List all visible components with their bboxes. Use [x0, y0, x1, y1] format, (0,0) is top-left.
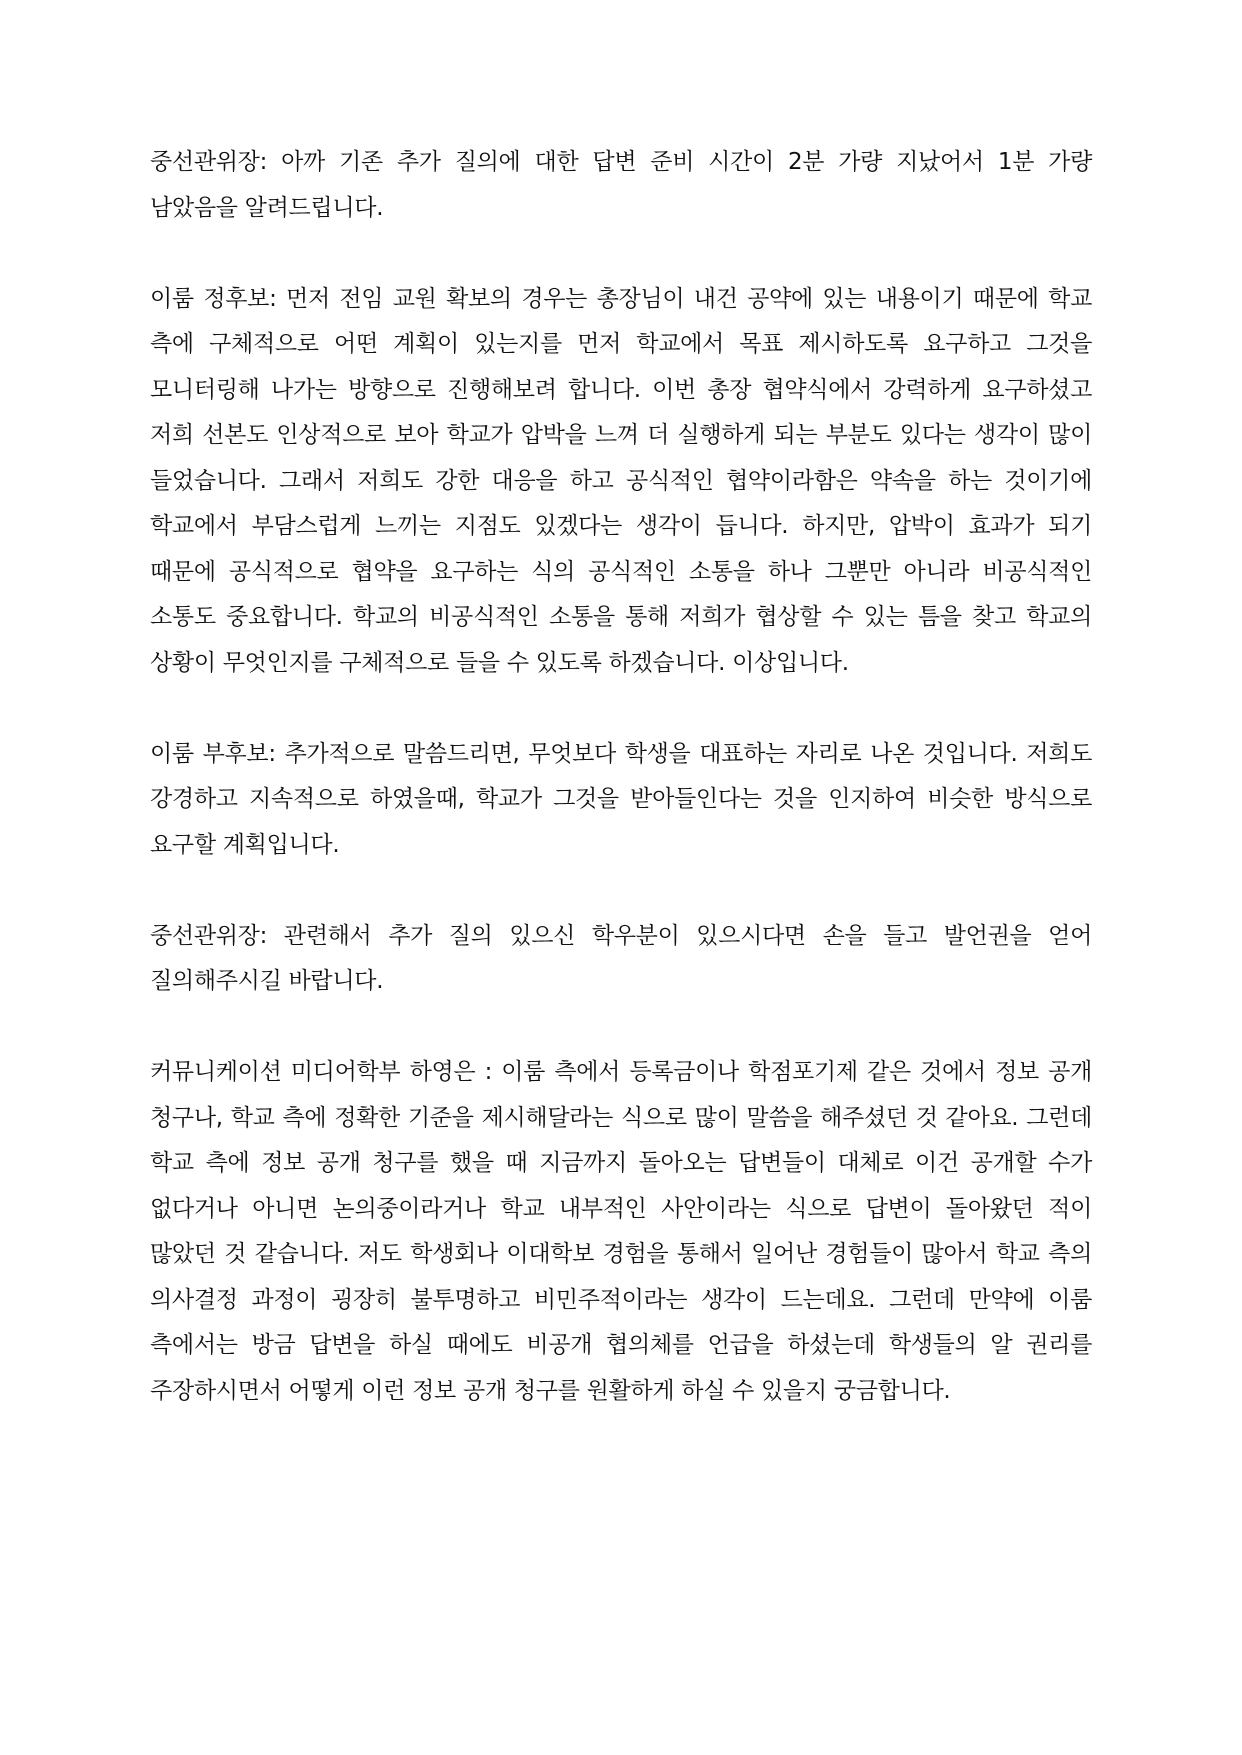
paragraph-election-chair-time-notice: 중선관위장: 아까 기존 추가 질의에 대한 답변 준비 시간이 2분 가량 지났어서 1분 가량 남았음을 알려드립니다. [150, 149, 1092, 221]
paragraph-iroom-candidate-answer: 이룸 정후보: 먼저 전임 교원 확보의 경우는 총장님이 내건 공약에 있는 내용이기 때문에 학교 측에 구체적으로 어떤 계획이 있는지를 먼저 학교에서 목표 제시하도록 요구하고 그것을 모니터링해 나가는 방향으로 진행해보려 합니다. 이번 총장 협약식에서 강력하게 요구하셨고 저희 선본도 인상적으로 보아 학교가 압박을 느껴 더 실행하게 되는 부분도 있다는 생각이 많이 들었습니다. 그래서 저희도 강한 대응을 하고 공식적인 협약이라함은 약속을 하는 것이기에 학교에서 부담스럽게 느끼는 지점도 있겠다는 생각이 듭니다. 하지만, 압박이 효과가 되기 때문에 공식적으로 협약을 요구하는 식의 공식적인 소통을 하나 그뿐만 아니라 비공식적인 소통도 중요합니다. 학교의 비공식적인 소통을 통해 저희가 협상할 수 있는 틈을 찾고 학교의 상황이 무엇인지를 구체적으로 들을 수 있도록 하겠습니다. 이상입니다. [150, 285, 1092, 676]
document-body [150, 140, 1092, 1414]
paragraph-election-chair-question-call: 중선관위장: 관련해서 추가 질의 있으신 학우분이 있으시다면 손을 들고 발언권을 얻어 질의해주시길 바랍니다. [150, 922, 1092, 994]
paragraph-iroom-vice-candidate-answer: 이룸 부후보: 추가적으로 말씀드리면, 무엇보다 학생을 대표하는 자리로 나온 것입니다. 저희도 강경하고 지속적으로 하였을때, 학교가 그것을 받아들인다는 것을 인지하여 비슷한 방식으로 요구할 계획입니다. [150, 740, 1092, 858]
paragraph-student-question: 커뮤니케이션 미디어학부 하영은 : 이룸 측에서 등록금이나 학점포기제 같은 것에서 정보 공개 청구나, 학교 측에 정확한 기준을 제시해달라는 식으로 많이 말씀을 해주셨던 것 같아요. 그런데 학교 측에 정보 공개 청구를 했을 때 지금까지 돌아오는 답변들이 대체로 이건 공개할 수가 없다거나 아니면 논의중이라거나 학교 내부적인 사안이라는 식으로 답변이 돌아왔던 적이 많았던 것 같습니다. 저도 학생회나 이대학보 경험을 통해서 일어난 경험들이 많아서 학교 측의 의사결정 과정이 굉장히 불투명하고 비민주적이라는 생각이 드는데요. 그런데 만약에 이룸 측에서는 방금 답변을 하실 때에도 비공개 협의체를 언급을 하셨는데 학생들의 알 권리를 주장하시면서 어떻게 이런 정보 공개 청구를 원활하게 하실 수 있을지 궁금합니다. [150, 1059, 1092, 1404]
